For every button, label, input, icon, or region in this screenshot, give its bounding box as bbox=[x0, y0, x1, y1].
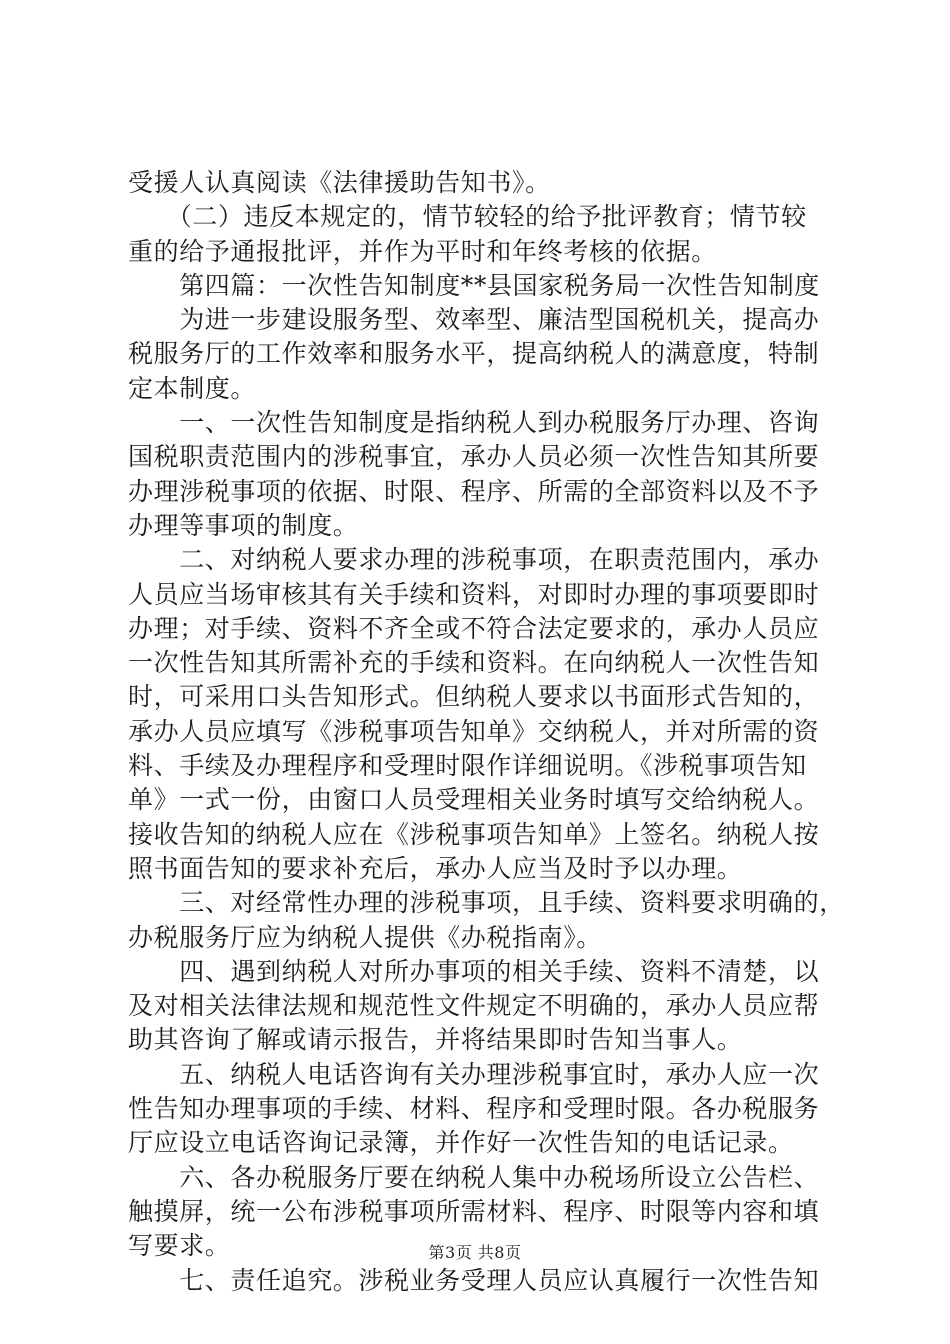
page-footer: 第3页 共8页 bbox=[428, 1243, 522, 1262]
text-line: 写要求。 bbox=[128, 1231, 231, 1261]
text-line: 受援人认真阅读《法律援助告知书》。 bbox=[128, 168, 551, 197]
text-line: 时，可采用口头告知形式。但纳税人要求以书面形式告知的， bbox=[128, 682, 820, 712]
text-line: 性告知办理事项的手续、材料、程序和受理时限。各办税服务 bbox=[128, 1094, 820, 1124]
text-line: 办理等事项的制度。 bbox=[128, 510, 359, 540]
text-line: 第四篇：一次性告知制度**县国家税务局一次性告知制度 bbox=[128, 270, 820, 300]
text-line: 办理；对手续、资料不齐全或不符合法定要求的，承办人员应 bbox=[128, 613, 820, 643]
text-line: 人员应当场审核其有关手续和资料，对即时办理的事项要即时 bbox=[128, 579, 820, 609]
text-line: 三、对经常性办理的涉税事项，且手续、资料要求明确的， bbox=[128, 888, 845, 918]
text-line: 重的给予通报批评，并作为平时和年终考核的依据。 bbox=[128, 236, 717, 266]
text-line: 一次性告知其所需补充的手续和资料。在向纳税人一次性告知 bbox=[128, 648, 820, 678]
text-line: 办税服务厅应为纳税人提供《办税指南》。 bbox=[128, 922, 602, 952]
text-line: 七、责任追究。涉税业务受理人员应认真履行一次性告知 bbox=[128, 1265, 820, 1295]
text-line: 照书面告知的要求补充后，承办人应当及时予以办理。 bbox=[128, 853, 743, 883]
text-line: 六、各办税服务厅要在纳税人集中办税场所设立公告栏、 bbox=[128, 1162, 820, 1192]
text-line: 承办人员应填写《涉税事项告知单》交纳税人，并对所需的资 bbox=[128, 716, 820, 746]
text-line: 二、对纳税人要求办理的涉税事项，在职责范围内，承办 bbox=[128, 545, 820, 575]
text-line: 五、纳税人电话咨询有关办理涉税事宜时，承办人应一次 bbox=[128, 1059, 820, 1089]
text-line: 一、一次性告知制度是指纳税人到办税服务厅办理、咨询 bbox=[128, 408, 820, 438]
text-line: 办理涉税事项的依据、时限、程序、所需的全部资料以及不予 bbox=[128, 476, 820, 506]
text-line: 定本制度。 bbox=[128, 373, 257, 403]
document-body bbox=[128, 166, 845, 1298]
text-line: 厅应设立电话咨询记录簿，并作好一次性告知的电话记录。 bbox=[128, 1128, 794, 1158]
text-line: 接收告知的纳税人应在《涉税事项告知单》上签名。纳税人按 bbox=[128, 819, 820, 849]
text-line: 料、手续及办理程序和受理时限作详细说明。《涉税事项告知 bbox=[128, 751, 807, 781]
text-line: 国税职责范围内的涉税事宜，承办人员必须一次性告知其所要 bbox=[128, 442, 820, 472]
text-line: （二）违反本规定的，情节较轻的给予批评教育；情节较 bbox=[128, 202, 807, 232]
text-line: 单》一式一份，由窗口人员受理相关业务时填写交给纳税人。 bbox=[128, 785, 820, 815]
text-line: 四、遇到纳税人对所办事项的相关手续、资料不清楚，以 bbox=[128, 956, 820, 986]
text-line: 触摸屏，统一公布涉税事项所需材料、程序、时限等内容和填 bbox=[128, 1196, 820, 1226]
text-line: 及对相关法律法规和规范性文件规定不明确的，承办人员应帮 bbox=[128, 991, 820, 1021]
text-line: 助其咨询了解或请示报告，并将结果即时告知当事人。 bbox=[128, 1025, 743, 1055]
text-line: 为进一步建设服务型、效率型、廉洁型国税机关，提高办 bbox=[128, 305, 820, 335]
text-line: 税服务厅的工作效率和服务水平，提高纳税人的满意度，特制 bbox=[128, 339, 820, 369]
